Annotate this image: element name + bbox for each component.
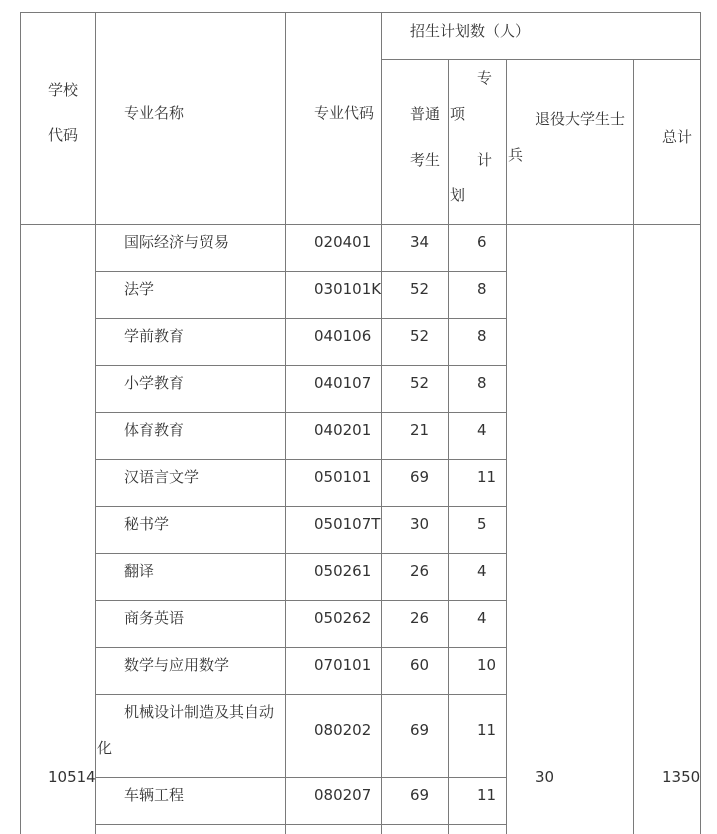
col-divider-veterans (633, 59, 634, 834)
row-divider (95, 412, 507, 413)
school-code-value: 10514 (48, 768, 96, 786)
major-name-cell: 车辆工程 (124, 786, 185, 804)
regular-count-cell: 21 (410, 421, 430, 439)
row-divider (95, 553, 507, 554)
major-name-cell-wrap: 化 (97, 739, 113, 757)
major-code-cell: 070101 (314, 656, 372, 674)
major-code-cell: 020401 (314, 233, 372, 251)
col-divider-name (285, 12, 286, 834)
major-code-cell: 050261 (314, 562, 372, 580)
plan-header-divider (381, 59, 701, 60)
major-name-cell: 数学与应用数学 (124, 656, 230, 674)
major-name-header: 专业名称 (124, 104, 185, 122)
major-code-cell: 040107 (314, 374, 372, 392)
major-code-cell: 050262 (314, 609, 372, 627)
major-name-cell: 机械设计制造及其自动 (124, 703, 275, 721)
row-divider (95, 318, 507, 319)
major-code-cell: 080207 (314, 786, 372, 804)
col-divider-special (506, 59, 507, 834)
row-divider (95, 506, 507, 507)
regular-header-line2: 考生 (410, 151, 441, 169)
special-count-cell: 10 (477, 656, 497, 674)
major-code-cell: 050107T (314, 515, 381, 533)
special-count-cell: 4 (477, 562, 487, 580)
regular-count-cell: 26 (410, 562, 430, 580)
col-divider-regular (448, 59, 449, 834)
major-code-cell: 040106 (314, 327, 372, 345)
special-count-cell: 11 (477, 786, 497, 804)
special-count-cell: 8 (477, 327, 487, 345)
col-divider-code (381, 12, 382, 834)
major-name-cell: 秘书学 (124, 515, 170, 533)
regular-count-cell: 69 (410, 468, 430, 486)
special-count-cell: 8 (477, 374, 487, 392)
header-bottom-line (20, 224, 701, 225)
row-divider (95, 777, 507, 778)
major-code-cell: 030101K (314, 280, 382, 298)
total-value: 1350 (662, 768, 701, 786)
major-code-cell: 040201 (314, 421, 372, 439)
major-name-cell: 法学 (124, 280, 155, 298)
special-header-line3: 计 (477, 151, 493, 169)
special-count-cell: 11 (477, 721, 497, 739)
row-divider (95, 459, 507, 460)
special-header-line4: 划 (450, 186, 466, 204)
regular-header-line1: 普通 (410, 105, 441, 123)
veterans-header-line1: 退役大学生士 (535, 110, 626, 128)
major-code-cell: 080202 (314, 721, 372, 739)
major-name-cell: 小学教育 (124, 374, 185, 392)
major-name-cell: 汉语言文学 (124, 468, 200, 486)
major-name-cell: 国际经济与贸易 (124, 233, 230, 251)
school-code-header-line1: 学校 (48, 81, 79, 99)
regular-count-cell: 52 (410, 374, 430, 392)
special-count-cell: 8 (477, 280, 487, 298)
major-code-header: 专业代码 (314, 104, 375, 122)
regular-count-cell: 69 (410, 721, 430, 739)
major-name-cell: 学前教育 (124, 327, 185, 345)
regular-count-cell: 30 (410, 515, 430, 533)
veterans-value: 30 (535, 768, 555, 786)
major-name-cell: 翻译 (124, 562, 155, 580)
table-border-right (700, 12, 701, 834)
special-count-cell: 4 (477, 609, 487, 627)
special-header-line1: 专 (477, 69, 493, 87)
row-divider (95, 271, 507, 272)
regular-count-cell: 52 (410, 327, 430, 345)
row-divider (95, 647, 507, 648)
row-divider (95, 365, 507, 366)
col-divider-school (95, 12, 96, 834)
major-name-cell: 体育教育 (124, 421, 185, 439)
special-count-cell: 6 (477, 233, 487, 251)
regular-count-cell: 26 (410, 609, 430, 627)
major-name-cell: 商务英语 (124, 609, 185, 627)
regular-count-cell: 34 (410, 233, 430, 251)
row-divider (95, 694, 507, 695)
table-border-left (20, 12, 21, 834)
regular-count-cell: 69 (410, 786, 430, 804)
plan-count-header: 招生计划数（人） (410, 22, 531, 40)
major-code-cell: 050101 (314, 468, 372, 486)
special-header-line2: 项 (450, 105, 466, 123)
row-divider (95, 600, 507, 601)
table-border-top (20, 12, 701, 13)
regular-count-cell: 60 (410, 656, 430, 674)
regular-count-cell: 52 (410, 280, 430, 298)
school-code-header-line2: 代码 (48, 126, 79, 144)
special-count-cell: 5 (477, 515, 487, 533)
special-count-cell: 4 (477, 421, 487, 439)
total-header: 总计 (662, 128, 693, 146)
row-divider (95, 824, 507, 825)
special-count-cell: 11 (477, 468, 497, 486)
veterans-header-line2: 兵 (508, 146, 524, 164)
